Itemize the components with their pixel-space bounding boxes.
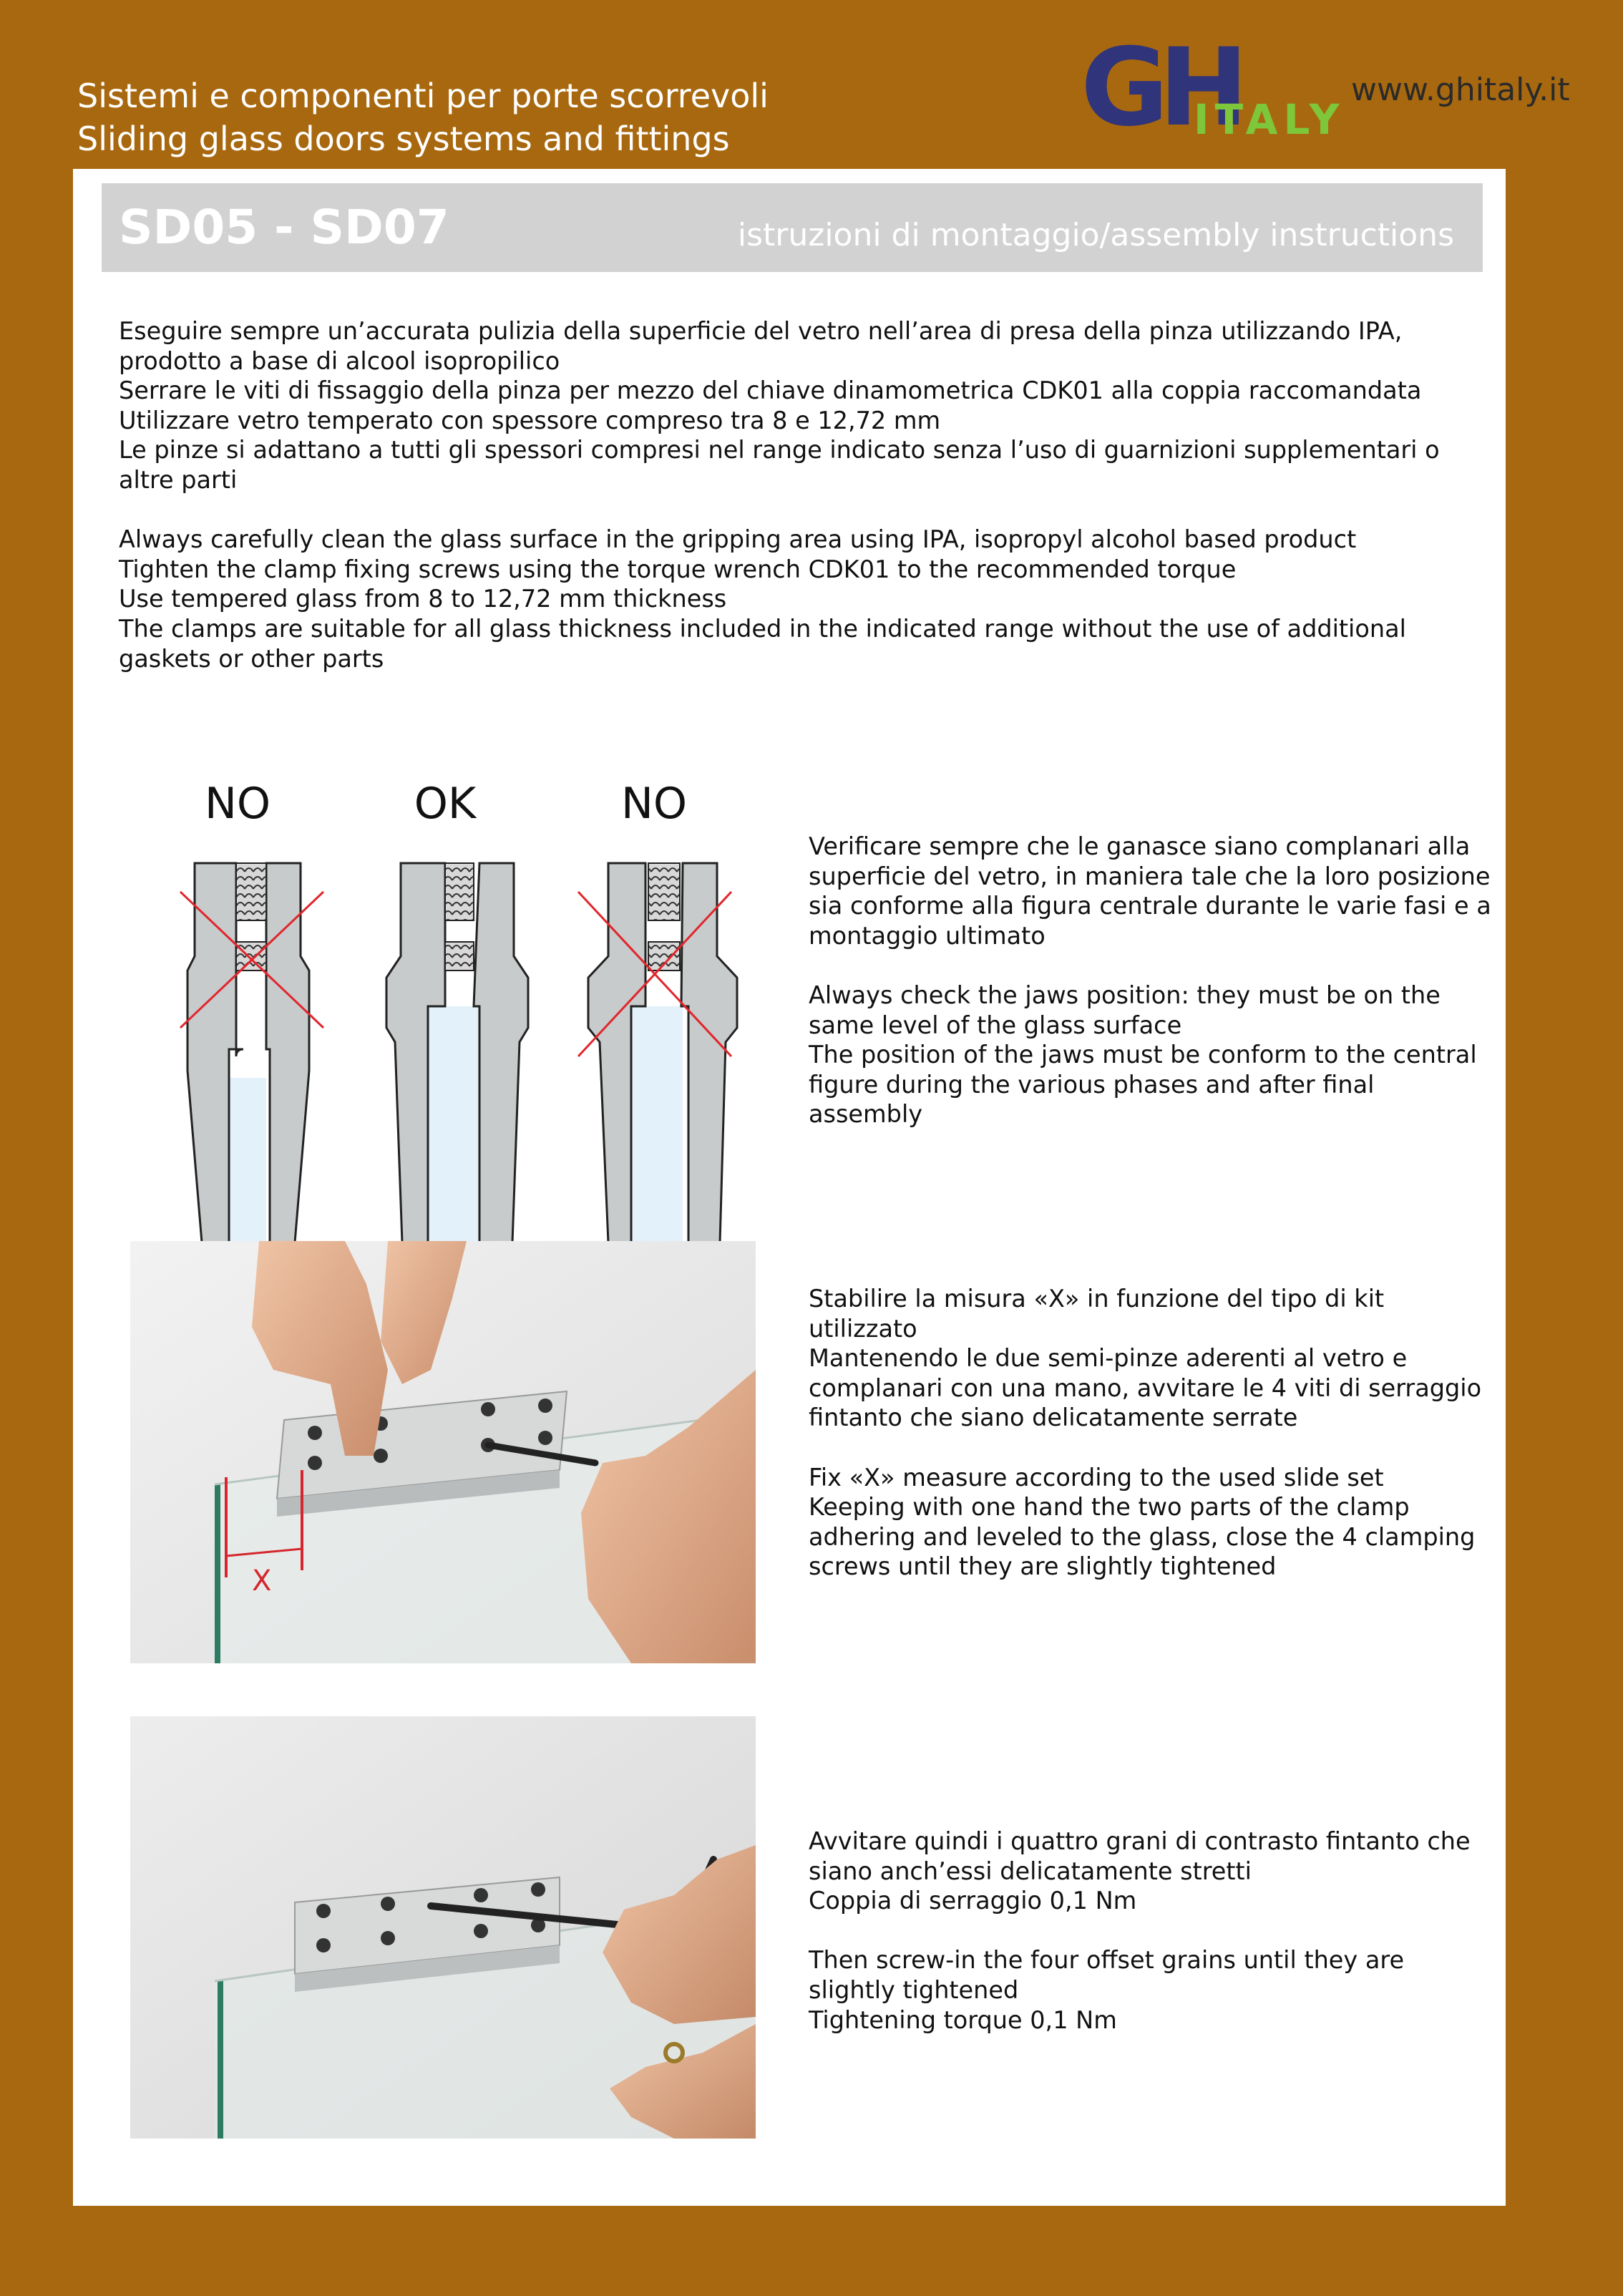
product-code: SD05 - SD07 <box>119 200 449 255</box>
photo-illustration-1 <box>130 1241 756 1663</box>
tagline-italian: Sistemi e componenti per porte scorrevoli <box>77 77 769 115</box>
measure-x-label: X <box>252 1565 272 1597</box>
step1-it-line: Verificare sempre che le ganasce siano complanari alla superficie del vetro, in maniera tale che la loro posizione sia conforme alla figura centrale durante le varie fasi e a montaggio ultimato <box>809 832 1491 950</box>
photo-illustration-2 <box>130 1716 756 2139</box>
intro-it-line: Le pinze si adattano a tutti gli spessori compresi nel range indicato senza l’uso di guarnizioni supplementari o altre parti <box>119 436 1440 494</box>
gh-italy-logo <box>1081 26 1345 150</box>
clamp-misaligned-left <box>180 863 323 1242</box>
tagline-english: Sliding glass doors systems and fittings <box>77 120 730 158</box>
diagram-label-ok: OK <box>414 779 477 829</box>
diagram-label-no-right: NO <box>620 779 688 829</box>
diagram-label-no-left: NO <box>204 779 271 829</box>
header-tagline <box>77 74 769 160</box>
logo-italy-text: ITALY <box>1194 95 1345 144</box>
step1-en-line: The position of the jaws must be conform to the central figure during the various phases and after final assembly <box>809 1041 1477 1129</box>
intro-it-line: Eseguire sempre un’accurata pulizia della superficie del vetro nell’area di presa della pinza utilizzando IPA, prodotto a base di alcool isopropilico <box>119 317 1403 375</box>
intro-en-line: Tighten the clamp fixing screws using the torque wrench CDK01 to the recommended torque <box>119 555 1237 583</box>
website-link[interactable]: www.ghitaly.it <box>1351 72 1570 108</box>
intro-en-line: Use tempered glass from 8 to 12,72 mm thickness <box>119 585 727 613</box>
intro-it-line: Utilizzare vetro temperato con spessore compreso tra 8 e 12,72 mm <box>119 406 941 434</box>
step2-en-line: Keeping with one hand the two parts of the clamp adhering and leveled to the glass, close the 4 clamping screws until they are slightly tightened <box>809 1493 1476 1581</box>
intro-en-line: The clamps are suitable for all glass thickness included in the indicated range without the use of additional gaskets or other parts <box>119 614 1406 673</box>
intro-text <box>119 316 1478 673</box>
step3-it-line: Coppia di serraggio 0,1 Nm <box>809 1887 1137 1915</box>
step1-en-line: Always check the jaws position: they must be on the same level of the glass surface <box>809 981 1441 1039</box>
intro-it-line: Serrare le viti di fissaggio della pinza per mezzo del chiave dinamometrica CDK01 alla coppia raccomandata <box>119 376 1422 405</box>
step3-en-line: Then screw-in the four offset grains until they are slightly tightened <box>809 1946 1405 2004</box>
content-panel <box>73 169 1506 2206</box>
step2-text <box>809 1284 1496 1582</box>
step2-en-line: Fix «X» measure according to the used slide set <box>809 1463 1384 1492</box>
step1-text <box>809 832 1496 1129</box>
step3-text <box>809 1826 1496 2035</box>
logo-gh-text: GH <box>1081 26 1239 150</box>
title-bar <box>102 183 1483 272</box>
step2-it-line: Stabilire la misura «X» in funzione del tipo di kit utilizzato <box>809 1285 1385 1343</box>
photo-tightening-grains <box>130 1716 756 2139</box>
instructions-subtitle: istruzioni di montaggio/assembly instructions <box>737 217 1454 253</box>
photo-clamp-installation <box>130 1241 756 1663</box>
step2-it-line: Mantenendo le due semi-pinze aderenti al vetro e complanari con una mano, avvitare le 4 viti di serraggio fintanto che siano delicatamente serrate <box>809 1344 1482 1432</box>
step3-it-line: Avvitare quindi i quattro grani di contrasto fintanto che siano anch’essi delicatamente stretti <box>809 1827 1471 1885</box>
intro-en-line: Always carefully clean the glass surface in the gripping area using IPA, isopropyl alcohol based product <box>119 525 1357 554</box>
step3-en-line: Tightening torque 0,1 Nm <box>809 2005 1117 2034</box>
